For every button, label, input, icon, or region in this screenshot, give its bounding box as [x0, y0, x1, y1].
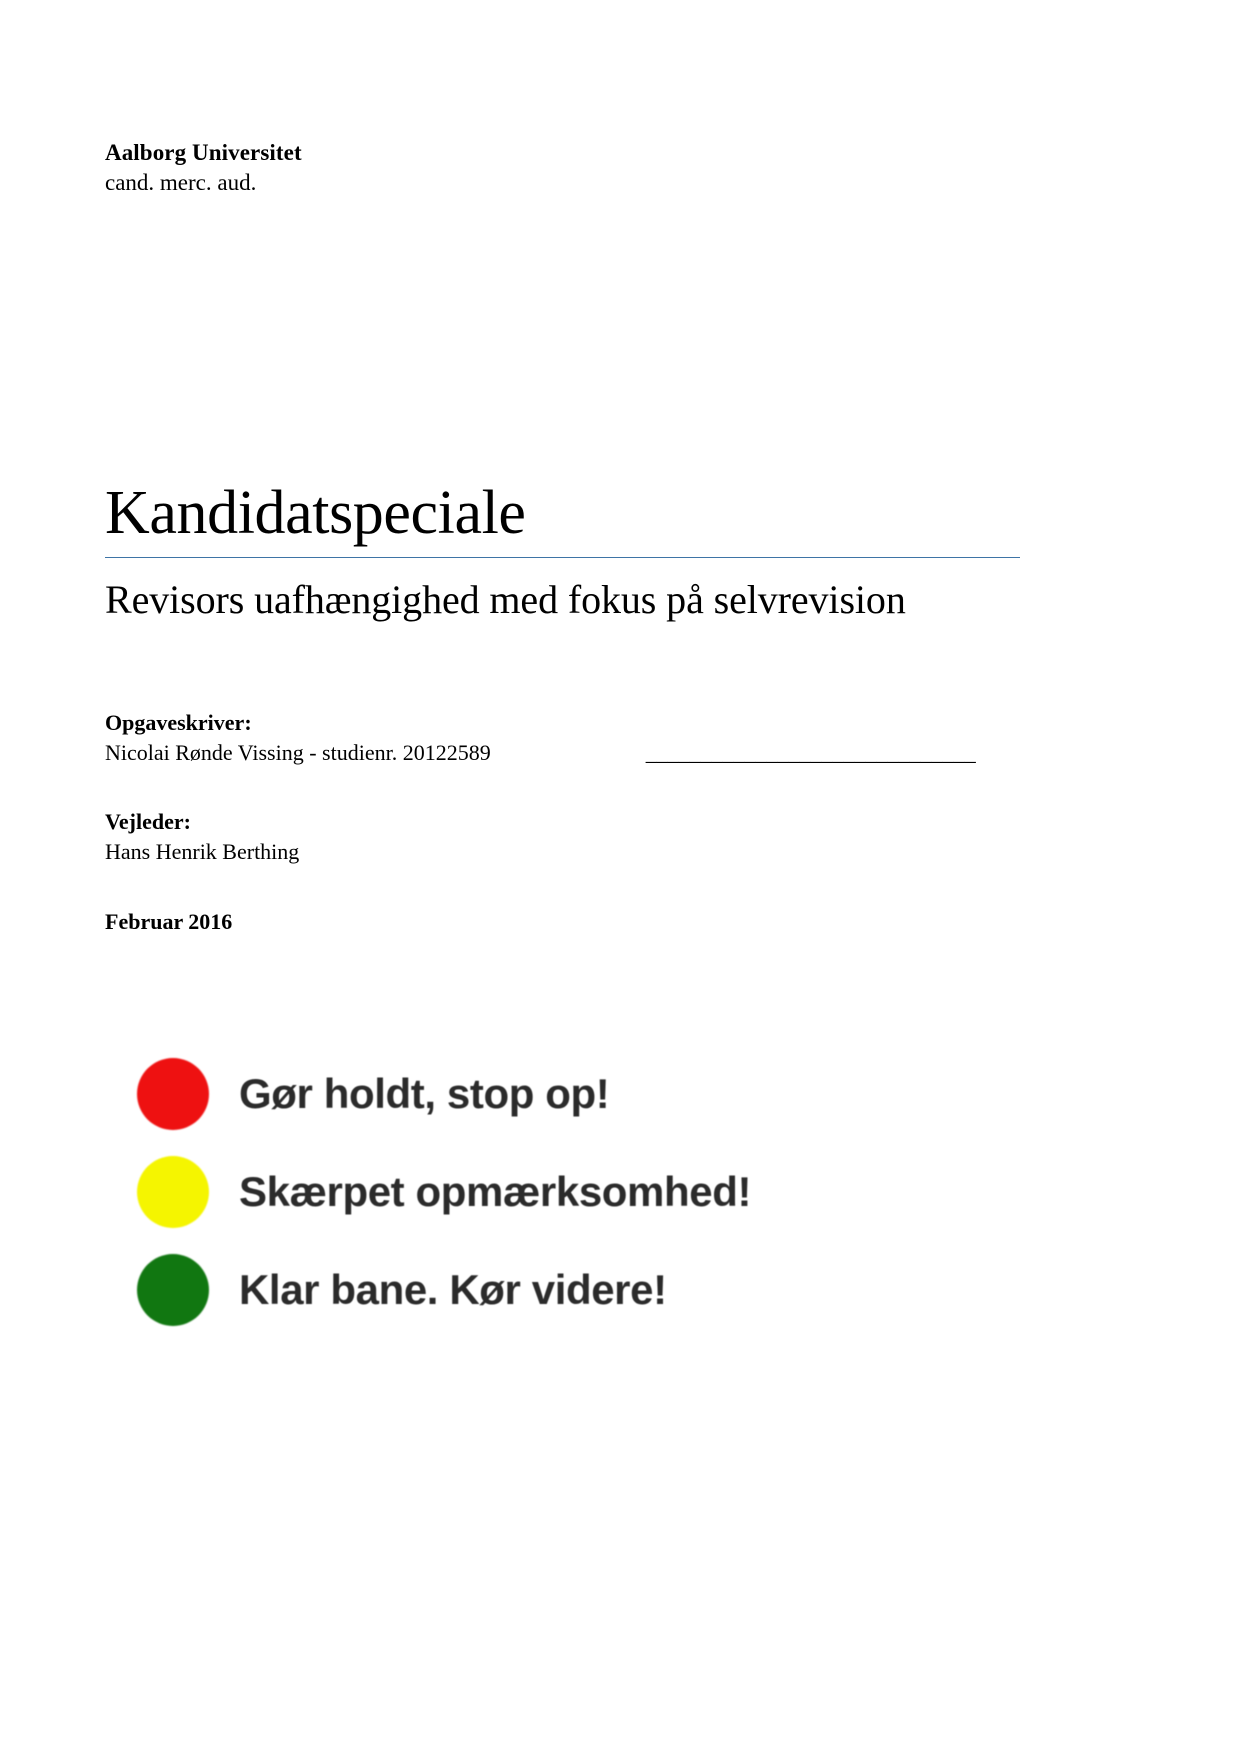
- traffic-light-row-yellow: [113, 1143, 953, 1241]
- red-lamp-icon: [137, 1058, 209, 1130]
- publication-date: Februar 2016: [105, 908, 233, 934]
- red-lamp-caption: Gør holdt, stop op!: [239, 1070, 610, 1117]
- supervisor-value: Hans Henrik Berthing: [105, 839, 300, 865]
- author-row: [105, 738, 1135, 768]
- author-value: Nicolai Rønde Vissing - studienr. 20122589: [105, 739, 491, 765]
- author-label: Opgaveskriver:: [105, 710, 252, 735]
- study-program: cand. merc. aud.: [105, 170, 257, 196]
- institution-header: [105, 138, 805, 199]
- green-lamp-caption: Klar bane. Kør videre!: [239, 1266, 667, 1313]
- page-subtitle: Revisors uafhængighed med fokus på selvrevision: [105, 576, 906, 622]
- green-lamp-icon: [137, 1254, 209, 1326]
- title-divider: [105, 557, 1020, 558]
- signature-line: ______________________________: [645, 739, 976, 765]
- traffic-light-row-green: [113, 1241, 953, 1339]
- supervisor-label: Vejleder:: [105, 809, 191, 835]
- yellow-lamp-icon: [137, 1156, 209, 1228]
- date-group: [105, 907, 1135, 937]
- traffic-light-illustration: [113, 1045, 953, 1395]
- institution-name: Aalborg Universitet: [105, 140, 302, 165]
- metadata-section: [105, 708, 1135, 936]
- supervisor-group: [105, 807, 1135, 866]
- title-section: [105, 480, 1135, 623]
- author-group: [105, 708, 1135, 767]
- traffic-light-row-red: [113, 1045, 953, 1143]
- page-title: Kandidatspeciale: [105, 479, 526, 547]
- yellow-lamp-caption: Skærpet opmærksomhed!: [239, 1168, 752, 1215]
